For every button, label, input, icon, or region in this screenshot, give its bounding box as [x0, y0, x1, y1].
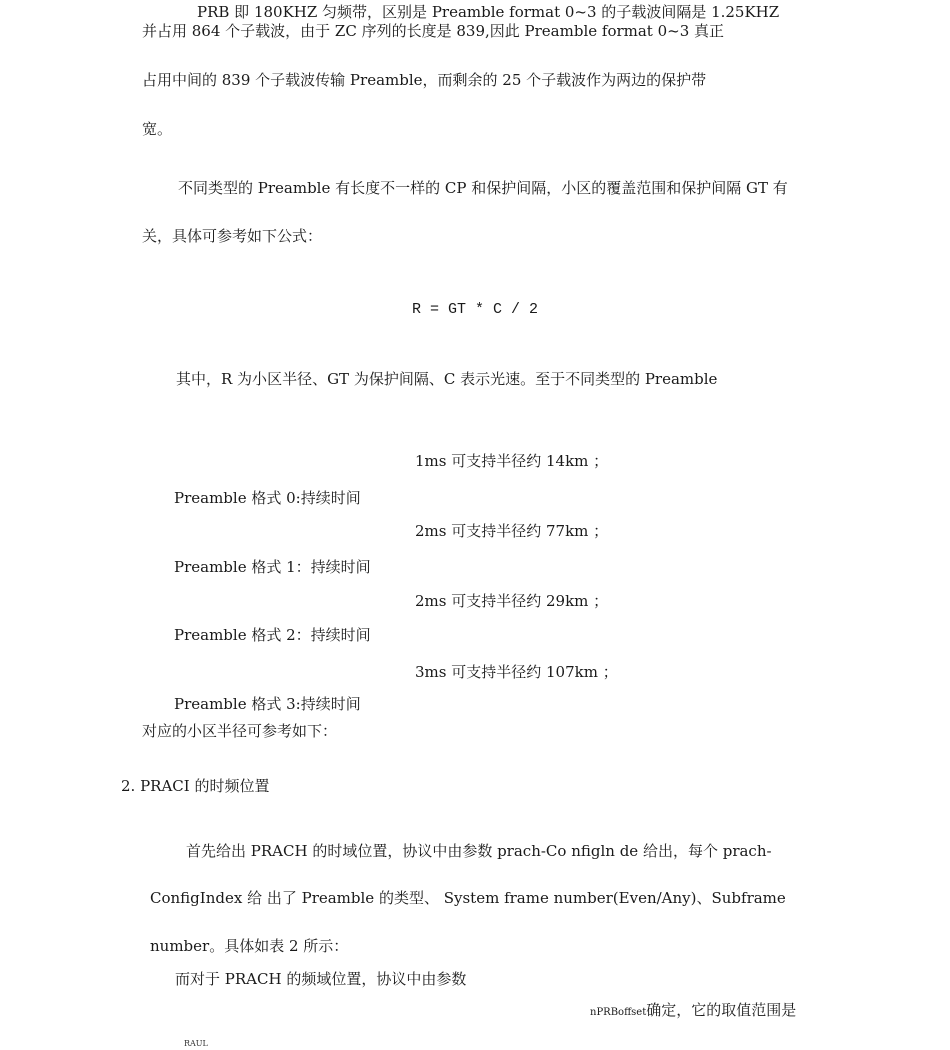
format-3-duration: 3ms 可支持半径约 107km ；: [415, 663, 618, 681]
paragraph-4-line-3: number。具体如表 2 所示：: [150, 937, 349, 955]
paragraph-1-line-2: 并占用 864 个子载波，由于 ZC 序列的长度是 839,因此 Preamble format 0~3 真正: [142, 22, 725, 40]
paragraph-5-line-1: 而对于 PRACH 的频域位置，协议中由参数: [175, 970, 467, 988]
format-0-label: Preamble 格式 0:持续时间: [174, 489, 361, 507]
subscript-label: RAUL: [184, 1039, 208, 1048]
format-1-duration: 2ms 可支持半径约 77km ；: [415, 522, 609, 540]
section-2-heading: 2. PRACI 的时频位置: [121, 777, 270, 795]
prach-offset-symbol: nPRBoffset: [590, 1007, 647, 1018]
format-3-label: Preamble 格式 3:持续时间: [174, 695, 361, 713]
paragraph-1-line-4: 宽。: [142, 120, 173, 138]
format-2-label: Preamble 格式 2：持续时间: [174, 626, 371, 644]
format-2-duration: 2ms 可支持半径约 29km ；: [415, 592, 609, 610]
paragraph-5-line-2-text: 确定，它的取值范围是: [646, 1001, 797, 1019]
paragraph-1-line-1: PRB 即 180KHZ 匀频带，区别是 Preamble format 0~3 的子载波间隔是 1.25KHZ: [197, 3, 780, 21]
paragraph-2-line-2: 关，具体可参考如下公式：: [142, 227, 323, 245]
paragraph-1-line-3: 占用中间的 839 个子载波传输 Preamble，而剩余的 25 个子载波作为两边的保护带: [142, 71, 707, 89]
cell-radius-formula: R = GT * C / 2: [411, 301, 539, 318]
format-0-duration: 1ms 可支持半径约 14km ；: [415, 452, 609, 470]
paragraph-3: 其中，R 为小区半径、GT 为保护间隔、C 表示光速。至于不同类型的 Preamble: [176, 370, 718, 388]
format-1-label: Preamble 格式 1：持续时间: [174, 558, 371, 576]
paragraph-4-line-1: 首先给出 PRACH 的时域位置，协议中由参数 prach-Co nfigln de 给出，每个 prach-: [186, 842, 772, 860]
radius-note: 对应的小区半径可参考如下：: [142, 722, 338, 740]
paragraph-2-line-1: 不同类型的 Preamble 有长度不一样的 CP 和保护间隔，小区的覆盖范围和保护间隔 GT 有: [178, 179, 788, 197]
paragraph-4-line-2: ConfigIndex 给 出了 Preamble 的类型、 System frame number(Even/Any)、Subframe: [150, 889, 786, 907]
paragraph-5-line-2: [590, 1000, 796, 1023]
